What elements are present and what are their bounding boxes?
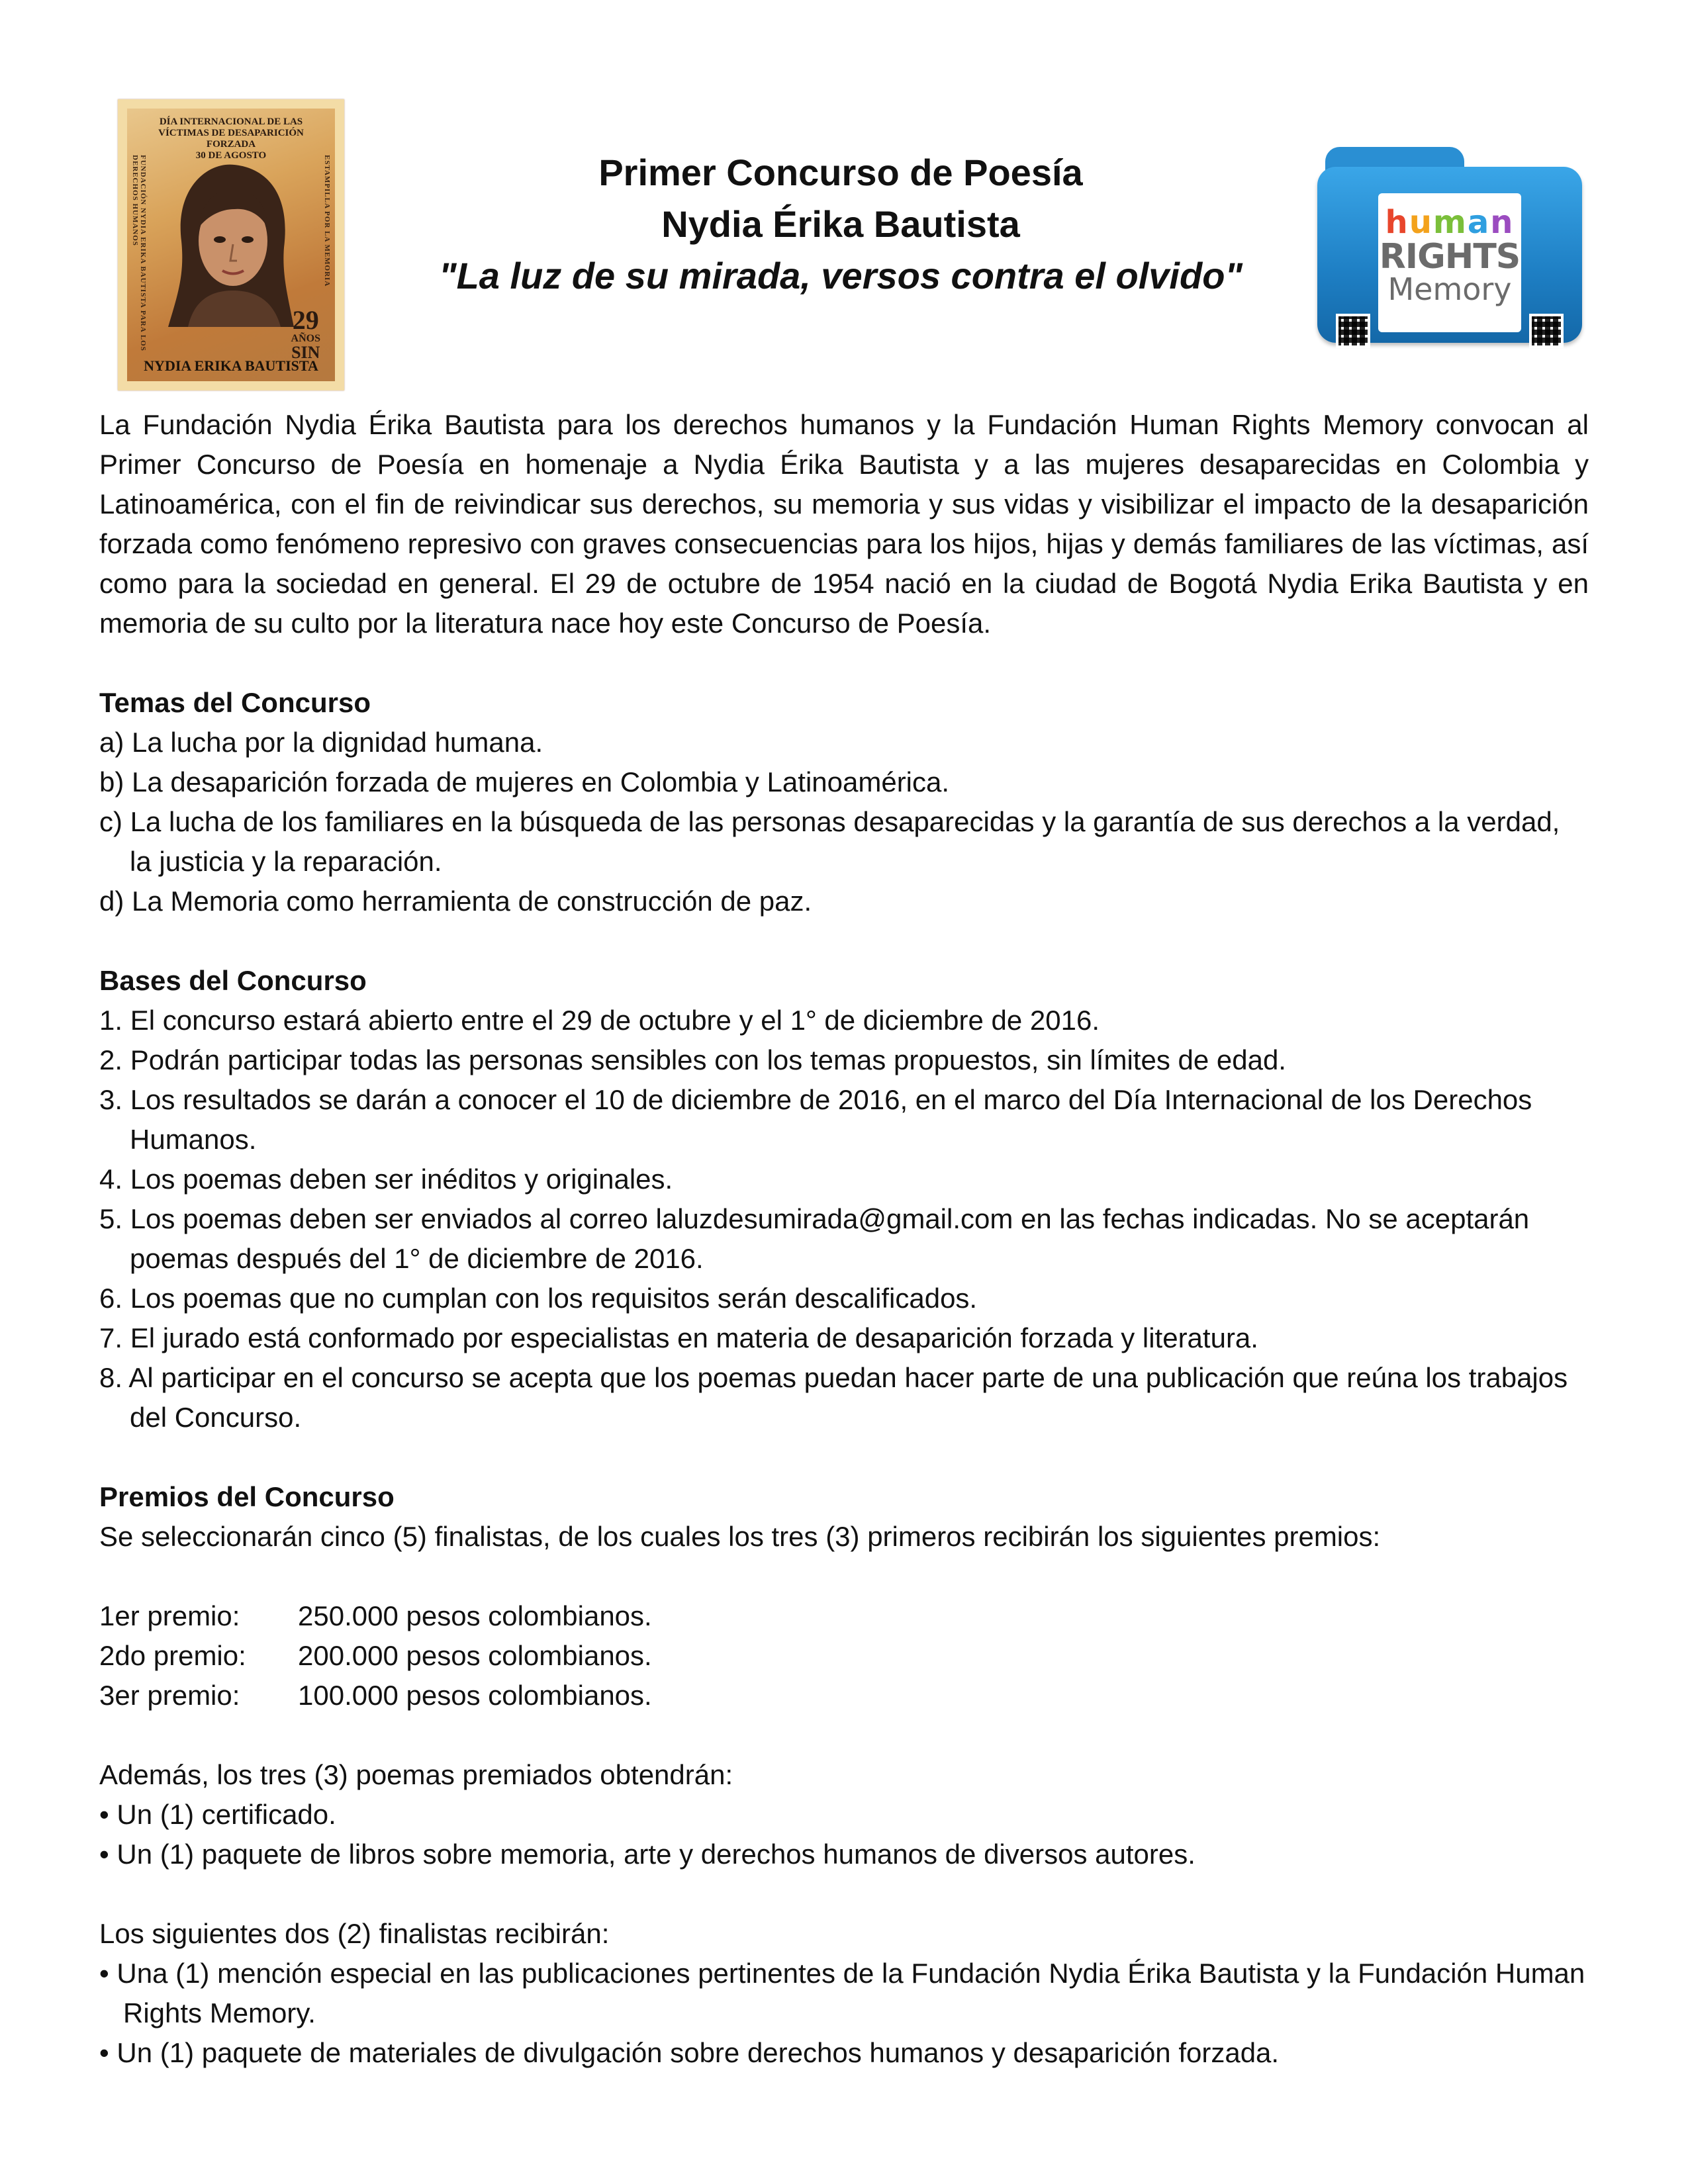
ademas-item: • Un (1) certificado. [99,1799,336,1830]
tema-item: b) La desaparición forzada de mujeres en Colombia y Latinoamérica. [99,766,950,797]
bases-heading: Bases del Concurso [99,965,367,996]
stamp-top-caption: DÍA INTERNACIONAL DE LAS VÍCTIMAS DE DESAPARICIÓN FORZADA [158,116,304,150]
spacer [99,1715,1589,1755]
prize-row [99,1676,1589,1715]
base-item: 1. El concurso estará abierto entre el 29 de octubre y el 1° de diciembre de 2016. [99,1005,1100,1036]
tema-item: a) La lucha por la dignidad humana. [99,727,543,758]
spacer [99,1557,1589,1596]
prize-label: 3er premio: [99,1680,240,1711]
document-title [371,147,1311,302]
tema-item: d) La Memoria como herramienta de construcción de paz. [99,886,812,917]
spacer [99,1874,1589,1914]
prize-value: 250.000 pesos colombianos. [298,1600,652,1631]
ademas-intro: Además, los tres (3) poemas premiados obtendrán: [99,1759,733,1790]
stamp-years-badge [291,307,320,361]
title-line-1: Primer Concurso de Poesía [598,152,1083,193]
commemorative-stamp [118,99,344,390]
base-item: 3. Los resultados se darán a conocer el 10 de diciembre de 2016, en el marco del Día Internacional de los Derechos Humanos. [99,1084,1532,1155]
premios-intro: Se seleccionarán cinco (5) finalistas, de los cuales los tres (3) primeros recibirán los siguientes premios: [99,1521,1381,1552]
base-item: 5. Los poemas deben ser enviados al correo laluzdesumirada@gmail.com en las fechas indicadas. No se aceptarán poemas después del 1° de diciembre de 2016. [99,1203,1530,1274]
base-item: 7. El jurado está conformado por especialistas en materia de desaparición forzada y literatura. [99,1322,1258,1353]
logo-letter: a [1467,204,1491,241]
temas-heading: Temas del Concurso [99,687,371,718]
stamp-years-sin: SIN [291,343,320,362]
logo-card [1378,193,1521,332]
stamp-artwork [127,109,335,381]
prize-value: 200.000 pesos colombianos. [298,1640,652,1671]
logo-letter: n [1490,204,1515,241]
finalistas-item: • Un (1) paquete de materiales de divulgación sobre derechos humanos y desaparición forzada. [99,2037,1280,2068]
stamp-date: 30 DE AGOSTO [195,150,267,161]
finalistas-item: • Una (1) mención especial en las publicaciones pertinentes de la Fundación Nydia Érika Bautista y la Fundación Human Rights Memory. [99,1958,1585,2028]
human-rights-memory-logo [1317,147,1582,343]
logo-letter: h [1385,204,1409,241]
qr-code-icon [1336,314,1370,348]
prize-value: 100.000 pesos colombianos. [298,1680,652,1711]
logo-letter: u [1409,204,1433,241]
prize-label: 2do premio: [99,1640,246,1671]
base-item: 6. Los poemas que no cumplan con los requisitos serán descalificados. [99,1283,978,1314]
stamp-top-text [138,116,324,161]
title-subtitle: "La luz de su mirada, versos contra el olvido" [439,255,1243,296]
document-body [99,405,1589,2073]
folder-icon [1317,167,1582,343]
base-item: 4. Los poemas deben ser inéditos y originales. [99,1163,673,1195]
stamp-left-side-text: FUNDACIÓN NYDIA ERIKA BAUTISTA PARA LOS DERECHOS HUMANOS [131,155,147,351]
prize-row [99,1596,1589,1636]
qr-code-icon [1529,314,1564,348]
tema-item: c) La lucha de los familiares en la búsqueda de las personas desaparecidas y la garantía de sus derechos a la verdad, la justicia y la reparación. [99,806,1560,877]
stamp-years-word: AÑOS [291,333,320,344]
portrait-illustration [168,161,294,327]
logo-letter: m [1432,204,1468,241]
logo-memory-word: Memory [1387,271,1512,307]
logo-human-word [1378,204,1521,241]
stamp-name: NYDIA ERIKA BAUTISTA [144,357,318,374]
prize-label: 1er premio: [99,1600,240,1631]
premios-heading: Premios del Concurso [99,1481,395,1512]
ademas-item: • Un (1) paquete de libros sobre memoria, arte y derechos humanos de diversos autores. [99,1839,1196,1870]
stamp-years-number: 29 [292,305,319,335]
base-item: 2. Podrán participar todas las personas sensibles con los temas propuestos, sin límites de edad. [99,1044,1286,1075]
prize-row [99,1636,1589,1676]
base-item: 8. Al participar en el concurso se acepta que los poemas puedan hacer parte de una publicación que reúna los trabajos del Concurso. [99,1362,1568,1433]
finalistas-intro: Los siguientes dos (2) finalistas recibirán: [99,1918,610,1949]
stamp-right-side-text: ESTAMPILLA POR LA MEMORIA [323,155,331,287]
logo-rights-word: RIGHTS [1379,237,1521,277]
intro-paragraph: La Fundación Nydia Érika Bautista para los derechos humanos y la Fundación Human Rights Memory convocan al Primer Concurso de Poesía en homenaje a Nydia Érika Bautista y a las mujeres desaparecidas en Colombia y Latinoamérica, con el fin de reivindicar sus derechos, su memoria y sus vidas y visibilizar el impacto de la desaparición forzada como fenómeno represivo con graves consecuencias para los hijos, hijas y demás familiares de las víctimas, así como para la sociedad en general. El 29 de octubre de 1954 nació en la ciudad de Bogotá Nydia Erika Bautista y en memoria de su culto por la literatura nace hoy este Concurso de Poesía. [99,409,1589,639]
title-line-2: Nydia Érika Bautista [661,203,1020,245]
